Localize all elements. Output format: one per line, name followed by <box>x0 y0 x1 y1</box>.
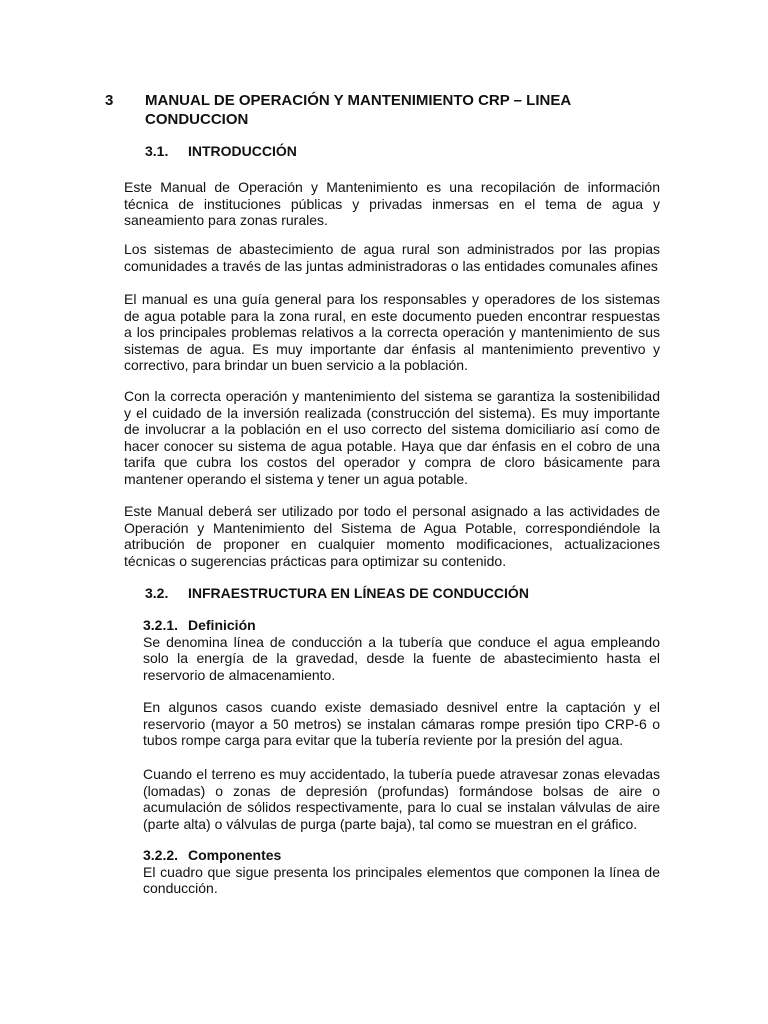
subsection-title: Componentes <box>188 847 282 863</box>
section-title: INFRAESTRUCTURA EN LÍNEAS DE CONDUCCIÓN <box>188 585 529 601</box>
subsection-title: Definición <box>188 617 256 633</box>
definicion-paragraph-3: Cuando el terreno es muy accidentado, la tubería puede atravesar zonas elevadas (lomadas) o zonas de depresión (profundas) formándose bolsas de aire o acumulación de sólidos respectivamente, para lo cual se instalan válvulas de aire (parte alta) o válvulas de purga (parte baja), tal como se muestran en el gráfico. <box>143 766 660 832</box>
subsection-componentes <box>143 847 660 897</box>
intro-paragraph-1: Este Manual de Operación y Mantenimiento es una recopilación de información técnica de instituciones públicas y privadas inmersas en el tema de agua y saneamiento para zonas rurales. <box>124 179 660 229</box>
subsection-number: 3.2.1. <box>143 617 179 633</box>
subsection-number: 3.2.2. <box>143 847 179 863</box>
definicion-paragraph-1: Se denomina línea de conducción a la tubería que conduce el agua empleando solo la energía de la gravedad, desde la fuente de abastecimiento hasta el reservorio de almacenamiento. <box>143 633 660 683</box>
componentes-paragraph-1: El cuadro que sigue presenta los principales elementos que componen la línea de conducción. <box>143 863 660 897</box>
definicion-paragraph-2: En algunos casos cuando existe demasiado desnivel entre la captación y el reservorio (mayor a 50 metros) se instalan cámaras rompe presión tipo CRP-6 o tubos rompe carga para evitar que la tubería reviente por la presión del agua. <box>143 699 660 749</box>
section-title: INTRODUCCIÓN <box>188 143 297 159</box>
chapter-title: MANUAL DE OPERACIÓN Y MANTENIMIENTO CRP – LINEA CONDUCCION <box>145 92 571 128</box>
intro-paragraph-2: Los sistemas de abastecimiento de agua rural son administrados por las propias comunidades a través de las juntas administradoras o las entidades comunales afines <box>124 241 660 274</box>
intro-paragraph-3: El manual es una guía general para los responsables y operadores de los sistemas de agua potable para la zona rural, en este documento pueden encontrar respuestas a los principales problemas relativos a la correcta operación y mantenimiento de sus sistemas de agua. Es muy importante dar énfasis al mantenimiento preventivo y correctivo, para brindar un buen servicio a la población. <box>124 291 660 374</box>
intro-paragraph-4: Con la correcta operación y mantenimiento del sistema se garantiza la sostenibilidad y el cuidado de la inversión realizada (construcción del sistema). Es muy importante de involucrar a la población en el uso correcto del sistema domiciliario así como de hacer conocer su sistema de agua potable. Haya que dar énfasis en el cobro de una tarifa que cubra los costos del operador y compra de cloro básicamente para mantener operando el sistema y tener un agua potable. <box>124 388 660 487</box>
section-number: 3.1. <box>145 143 169 159</box>
chapter-number: 3 <box>105 92 114 109</box>
subsection-heading <box>143 847 660 864</box>
subsection-heading <box>143 617 660 634</box>
intro-paragraph-5: Este Manual deberá ser utilizado por todo el personal asignado a las actividades de Operación y Mantenimiento del Sistema de Agua Potable, correspondiéndole la atribución de proponer en cualquier momento modificaciones, actualizaciones técnicas o sugerencias prácticas para optimizar su contenido. <box>124 503 660 569</box>
subsection-definicion <box>143 617 660 683</box>
section-number: 3.2. <box>145 585 169 601</box>
